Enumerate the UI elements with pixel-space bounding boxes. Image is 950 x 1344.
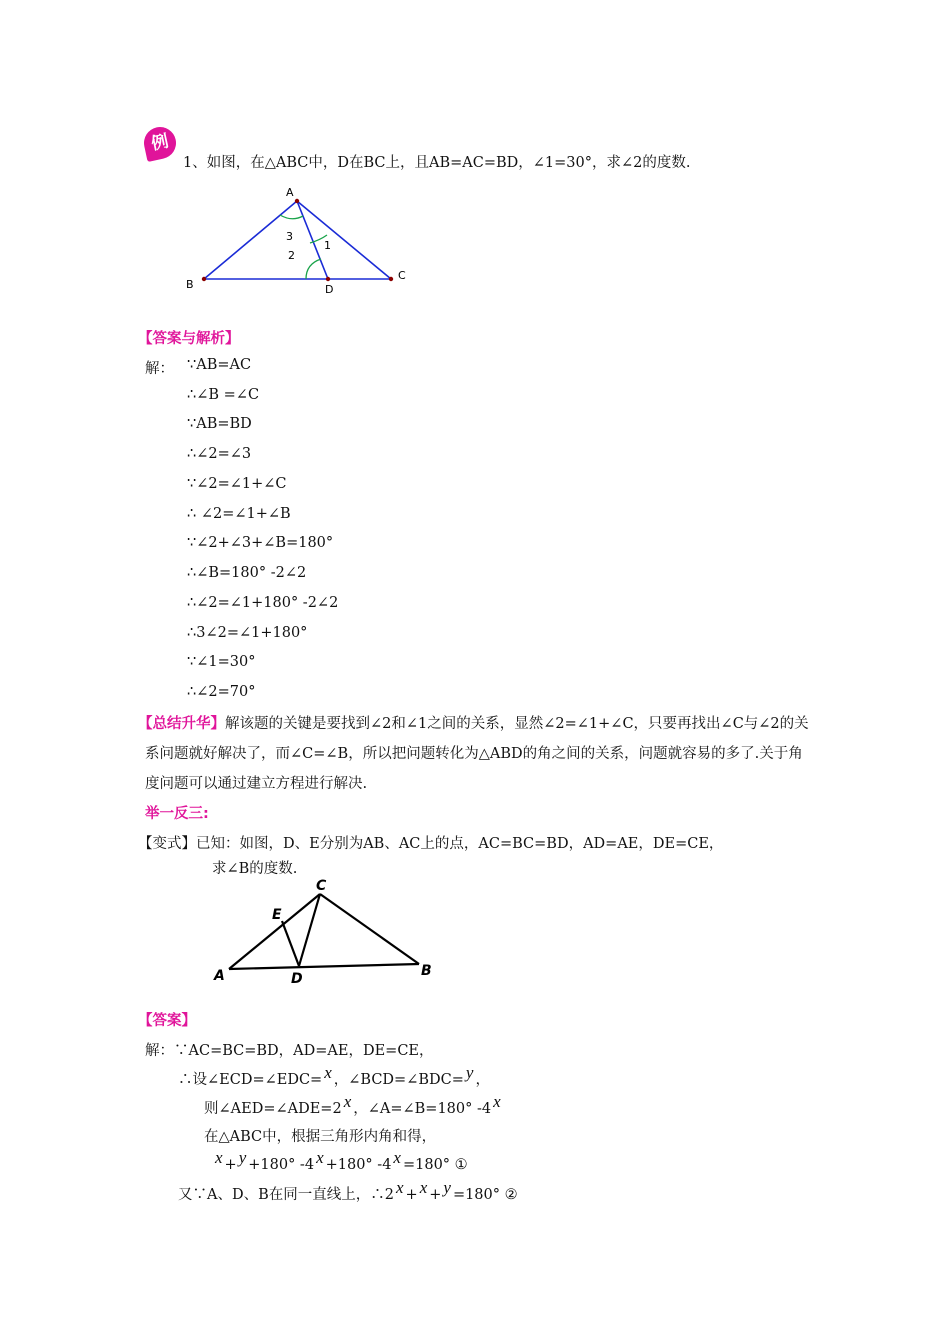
eq1-text-b: +180° -4 [248,1157,315,1173]
var-x: x [343,1092,352,1111]
label-d: D [325,283,334,296]
label-d: D [291,971,303,987]
answer-lead: 解： [145,361,174,377]
segment-cd [299,894,320,966]
eq2-plus-1: + [405,1187,418,1203]
angle-arc-3 [280,215,303,219]
var-y: y [465,1063,474,1082]
proof-line-1: ∵AB=AC [187,357,252,373]
side-ac [229,894,320,969]
figure-2-triangle [210,875,440,990]
label-c: C [316,878,327,894]
example-question: 1、如图，在△ABC中，D在BC上，且AB=AC=BD，∠1=30°，求∠2的度数. [183,155,691,171]
line2-text-c: ， [475,1072,490,1088]
practice-question-line1 [138,832,723,853]
var-x: x [215,1148,223,1167]
summary-paragraph [138,709,810,799]
point-d [326,277,330,281]
proof-line-10: ∴3∠2=∠1+180° [187,625,308,641]
line2-text-b: ，∠BCD=∠BDC= [333,1072,464,1088]
answer2-line-2 [178,1063,490,1089]
variant-question: 已知：如图，D、E分别为AB、AC上的点，AC=BC=BD，AD=AE，DE=CE， [196,836,724,852]
angle-arc-2 [306,259,321,279]
var-y: y [443,1178,451,1197]
answer2-line-1: 解：∵AC=BC=BD，AD=AE，DE=CE， [145,1043,434,1059]
label-a: A [214,968,225,984]
summary-heading: 【总结升华】 [138,716,225,732]
label-b: B [421,963,432,979]
eq2-plus-2: + [429,1187,442,1203]
proof-line-5: ∵∠2=∠1+∠C [187,476,287,492]
var-y: y [238,1148,247,1167]
proof-line-7: ∵∠2+∠3+∠B=180° [187,535,334,551]
proof-line-9: ∴∠2=∠1+180° -2∠2 [187,595,339,611]
practice-heading: 举一反三: [145,806,209,822]
figure-1-triangle [180,182,420,297]
answer2-line-3 [204,1092,503,1118]
side-ac [297,201,391,279]
label-a: A [286,186,294,199]
line3-text-a: 则∠AED=∠ADE=2 [204,1101,342,1117]
proof-line-4: ∴∠2=∠3 [187,446,252,462]
segment-ed [282,921,299,966]
label-b: B [186,278,194,291]
label-1: 1 [324,239,331,252]
proof-line-8: ∴∠B=180° -2∠2 [187,565,307,581]
label-2: 2 [288,249,295,262]
label-3: 3 [286,230,293,243]
answer-heading: 【答案与解析】 [138,331,240,347]
proof-line-2: ∴∠B =∠C [187,387,260,403]
var-x: x [316,1148,324,1167]
var-x: x [395,1178,404,1197]
practice-question-line2: 求∠B的度数. [212,861,298,877]
line2-text-a: ∴设∠ECD=∠EDC= [178,1072,323,1088]
proof-line-12: ∴∠2=70° [187,684,256,700]
side-ab [229,964,419,969]
answer2-equation-1 [213,1148,468,1174]
eq2-text-a: 又∵A、D、B在同一直线上，∴2 [178,1187,394,1203]
point-a [295,199,299,203]
side-ab [204,201,297,279]
proof-line-11: ∵∠1=30° [187,654,256,670]
var-x: x [493,1092,501,1111]
eq1-text-d: =180° ① [402,1157,468,1173]
eq1-plus: + [224,1157,237,1173]
label-c: C [398,269,406,282]
point-b [202,277,206,281]
var-x: x [419,1178,428,1197]
summary-text: 解该题的关键是要找到∠2和∠1之间的关系，显然∠2=∠1+∠C，只要再找出∠C与∠2的关系问题就好解决了，而∠C=∠B，所以把问题转化为△ABD的角之间的关系，问题就容易的多了.关于角度问题可以通过建立方程进行解决. [145,716,809,792]
proof-line-3: ∵AB=BD [187,416,252,432]
eq1-text-c: +180° -4 [325,1157,392,1173]
answer2-line-4: 在△ABC中，根据三角形内角和得， [204,1129,437,1145]
variant-tag: 【变式】 [138,836,196,852]
side-bc [320,894,419,964]
label-e: E [272,907,282,923]
answer2-equation-2 [178,1178,518,1204]
answer2-heading: 【答案】 [138,1013,196,1029]
var-x: x [393,1148,401,1167]
var-x: x [324,1063,332,1082]
point-c [389,277,393,281]
example-badge: 例 [141,124,179,162]
line3-text-b: ，∠A=∠B=180° -4 [353,1101,492,1117]
proof-line-6: ∴ ∠2=∠1+∠B [187,506,291,522]
eq2-text-d: =180° ② [452,1187,518,1203]
